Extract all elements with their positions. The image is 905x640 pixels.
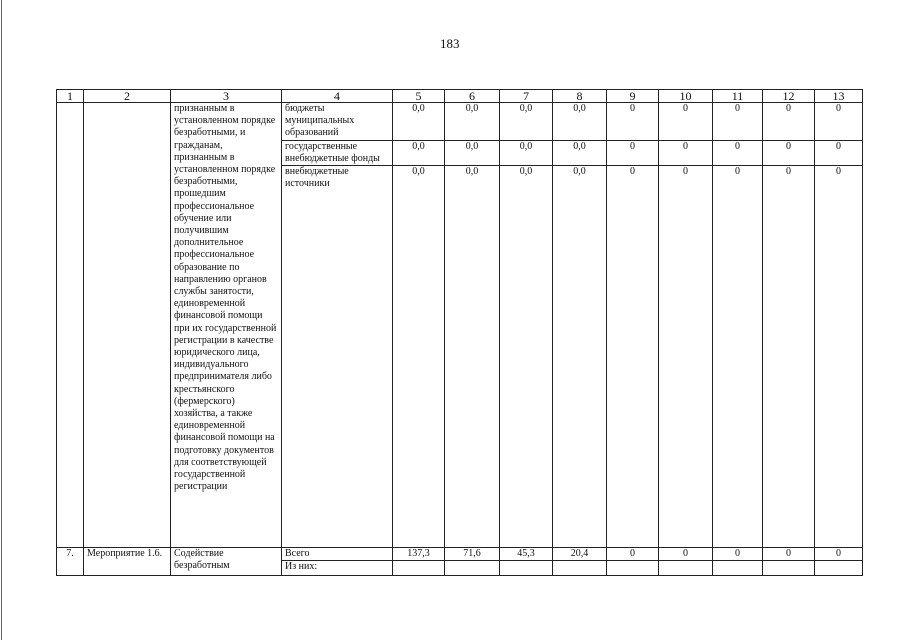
value-cell: 0 — [713, 548, 763, 561]
event-name-cell — [84, 103, 171, 548]
value-cell: 0 — [607, 103, 659, 141]
page-number: 183 — [440, 36, 460, 51]
value-cell: 0,0 — [393, 140, 445, 165]
page-margin-line — [1, 0, 2, 640]
value-cell — [607, 561, 659, 576]
budget-table — [56, 89, 863, 576]
event-name: Мероприятие 1.6. — [84, 548, 171, 576]
value-cell: 20,4 — [553, 548, 607, 561]
col-header: 8 — [553, 90, 607, 103]
col-header: 10 — [659, 90, 713, 103]
value-cell: 0 — [815, 548, 863, 561]
funding-source: Из них: — [282, 561, 393, 576]
value-cell: 0 — [659, 140, 713, 165]
value-cell: 0 — [659, 103, 713, 141]
value-cell: 0 — [713, 140, 763, 165]
value-cell — [763, 561, 815, 576]
value-cell — [659, 561, 713, 576]
funding-source: внебюджетные источники — [282, 166, 393, 548]
funding-source: государственные внебюджетные фонды — [282, 140, 393, 165]
table-row — [57, 103, 863, 141]
event-description: признанным в установленном порядке безработными, и гражданам, признанным в установленном порядке безработными, прошедшим профессиональное обучение или получившим дополнительное профессиональное образование по направлению органов службы занятости, единовременной финансовой помощи при их государственной регистрации в качестве юридического лица, индивидуального предпринимателя либо крестьянского (фермерского) хозяйства, а также единовременной финансовой помощи на подготовку документов для соответствующей государственной регистрации — [171, 103, 282, 548]
value-cell: 0,0 — [445, 140, 500, 165]
value-cell: 0 — [763, 166, 815, 548]
value-cell: 0 — [815, 103, 863, 141]
col-header: 13 — [815, 90, 863, 103]
row-number: 7. — [57, 548, 84, 576]
col-header: 3 — [171, 90, 282, 103]
value-cell: 137,3 — [393, 548, 445, 561]
value-cell: 0 — [607, 140, 659, 165]
header-row — [57, 90, 863, 103]
value-cell: 0 — [607, 166, 659, 548]
value-cell: 0,0 — [553, 103, 607, 141]
value-cell: 0 — [659, 548, 713, 561]
funding-source: Всего — [282, 548, 393, 561]
value-cell: 0 — [763, 548, 815, 561]
value-cell — [553, 561, 607, 576]
value-cell — [393, 561, 445, 576]
value-cell: 0,0 — [445, 103, 500, 141]
col-header: 12 — [763, 90, 815, 103]
value-cell: 0,0 — [393, 103, 445, 141]
event-description: Содействие безработным — [171, 548, 282, 576]
col-header: 2 — [84, 90, 171, 103]
value-cell — [500, 561, 553, 576]
value-cell: 0 — [607, 548, 659, 561]
col-header: 5 — [393, 90, 445, 103]
value-cell: 0,0 — [445, 166, 500, 548]
value-cell: 0 — [763, 103, 815, 141]
value-cell: 45,3 — [500, 548, 553, 561]
value-cell: 0,0 — [500, 166, 553, 548]
value-cell: 0 — [659, 166, 713, 548]
value-cell: 0,0 — [500, 103, 553, 141]
value-cell: 71,6 — [445, 548, 500, 561]
value-cell: 0 — [763, 140, 815, 165]
value-cell — [713, 561, 763, 576]
value-cell — [815, 561, 863, 576]
value-cell: 0 — [713, 103, 763, 141]
value-cell: 0,0 — [553, 140, 607, 165]
value-cell: 0,0 — [553, 166, 607, 548]
col-header: 7 — [500, 90, 553, 103]
row-number-cell — [57, 103, 84, 548]
col-header: 4 — [282, 90, 393, 103]
funding-source: бюджеты муниципальных образований — [282, 103, 393, 141]
value-cell — [445, 561, 500, 576]
col-header: 11 — [713, 90, 763, 103]
col-header: 9 — [607, 90, 659, 103]
value-cell: 0,0 — [393, 166, 445, 548]
value-cell: 0 — [815, 140, 863, 165]
value-cell: 0 — [815, 166, 863, 548]
value-cell: 0 — [713, 166, 763, 548]
table-row — [57, 548, 863, 561]
col-header: 6 — [445, 90, 500, 103]
value-cell: 0,0 — [500, 140, 553, 165]
col-header: 1 — [57, 90, 84, 103]
